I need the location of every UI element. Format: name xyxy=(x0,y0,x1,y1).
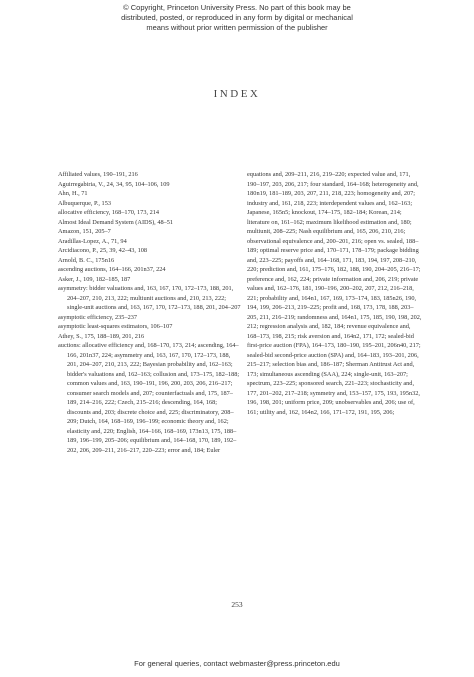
footer-contact: For general queries, contact webmaster@press.princeton.edu xyxy=(134,659,340,668)
index-entry: asymptotic efficiency, 235–237 xyxy=(58,313,138,321)
copyright-line: means without prior written permission of the publisher xyxy=(146,23,328,32)
index-entry: auctions: allocative efficiency and, 168–170, 173, 214; ascending, 164–166, 201n37, 224; asymmetry and, 163, 167, 170, 172–173, 188, 201, 204–207, 210, 213, 222; Bayesian probability and, 162–163; bidder's valuations and, 162–163; collusion and, 173–175, 182–188; common values and, 163, 190–191, 196, 200, 203, 206, 216–217; consumer search models and, 207; counterfactuals and, 175, 187–189, 214–216, 222; Czech, 215–216; descending, 164, 168; discounts and, 203; discrete choice and, 225; discriminatory, 208–209; Dutch, 164, 168–169, 196–199; economic theory and, 162; elasticity and, 220; English, 164–166, 168–169, 173n13, 175, 188–189, 196–199, 205–206; equilibrium and, 164–168, 170, 189, 192–202, 206, 209–211, 216–217, 220–223; error and, 184; Euler xyxy=(58,342,240,454)
index-entry: Arnold, B. C., 175n16 xyxy=(58,256,115,264)
index-entry: Amazon, 151, 205–7 xyxy=(58,228,111,235)
index-entry: asymmetry: bidder valuations and, 163, 167, 170, 172–173, 188, 201, 204–207, 210, 213, 222; multiunit auctions and, 210, 213, 222; single-unit auctions and, 163, 167, 170, 172–173, 188, 201, 204–207 xyxy=(58,285,241,311)
copyright-line: © Copyright, Princeton University Press. No part of this book may be xyxy=(123,3,351,12)
index-entry: Athey, S., 175, 188–189, 201, 216 xyxy=(58,332,145,340)
index-entry: Almost Ideal Demand System (AIDS), 48–51 xyxy=(58,218,174,226)
index-entry: Asker, J., 109, 182–185, 187 xyxy=(58,275,131,283)
page-title: INDEX xyxy=(213,88,261,100)
index-entry: ascending auctions, 164–166, 201n37, 224 xyxy=(58,266,166,273)
copyright-notice xyxy=(0,3,474,33)
page-number: 253 xyxy=(231,600,243,609)
index-entry: allocative efficiency, 168–170, 173, 214 xyxy=(58,209,160,216)
index-entry: Albuquerque, P., 153 xyxy=(58,199,111,207)
index-entry-continued: equations and, 209–211, 216, 219–220; expected value and, 171, 190–197, 203, 206, 217; four standard, 164–168; heterogeneity and, 180n19, 181–189, 203, 207, 211, 218, 223; homogeneity and, 207; industry and, 161, 218, 223; interdependent values and, 162–163; Japanese, 165n5; knockout, 174–175, 182–184; Korean, 214; literature on, 161–162; maximum likelihood estimation and, 180; multiunit, 208–225; Nash equilibrium and, 165, 206, 210, 216; observational equivalence and, 200–201, 216; open vs. sealed, 188–189; optimal reserve price and, 170–171, 178–179; package bidding and, 223–225; payoffs and, 164–168, 171, 183, 194, 197, 208–210, 220; prediction and, 161, 175–176, 182, 188, 190, 204–205, 216–17; preference and, 162, 224; private information and, 206, 219; private values and, 162–176, 181, 190–196, 200–202, 207, 212, 216–218, 221; probability and, 164n1, 167, 169, 173–174, 183, 185n26, 190, 194, 199, 206–213, 219–225; profit and, 168, 173, 178, 188, 203–205, 211, 216–219; randomness and, 164n1, 175, 185, 190, 198, 202, 212; regression analysis and, 182, 184; revenue equivalence and, 168–173, 198, 215; risk aversion and, 164n2, 171, 172; sealed-bid first-price auction (FPA), 164–173, 180–190, 195–201, 206n40, 217; sealed-bid second-price auction (SPA) and, 164–183, 193–201, 206, 215–217; selection bias and, 186–187; Sherman Antitrust Act and, 173; simultaneous ascending (SAA), 224; single-unit, 163–207; spectrum, 223–225; sponsored search, 221–223; stochasticity and, 177, 201–202, 217–218; symmetry and, 153–157, 175, 193, 195n32, 196, 198, 201; uniform price, 209; unobservables and, 206; use of, 161; utility and, 162, 164n2, 166, 171–172, 191, 195, 206; xyxy=(247,171,422,416)
index-left-column xyxy=(58,170,241,455)
index-right-column xyxy=(247,170,422,417)
index-entry: asymptotic least-squares estimators, 106–107 xyxy=(58,323,173,330)
index-entry: Affiliated values, 190–191, 216 xyxy=(58,171,138,178)
index-entry: Arcidiacono, P., 25, 39, 42–43, 108 xyxy=(58,247,148,254)
copyright-line: distributed, posted, or reproduced in any form by digital or mechanical xyxy=(121,13,353,22)
index-entry: Aguirregabiria, V., 24, 34, 95, 104–106, 109 xyxy=(58,180,170,188)
index-entry: Aradillas-Lopez, A., 71, 94 xyxy=(58,237,127,245)
index-entry: Ahn, H., 71 xyxy=(58,190,88,197)
